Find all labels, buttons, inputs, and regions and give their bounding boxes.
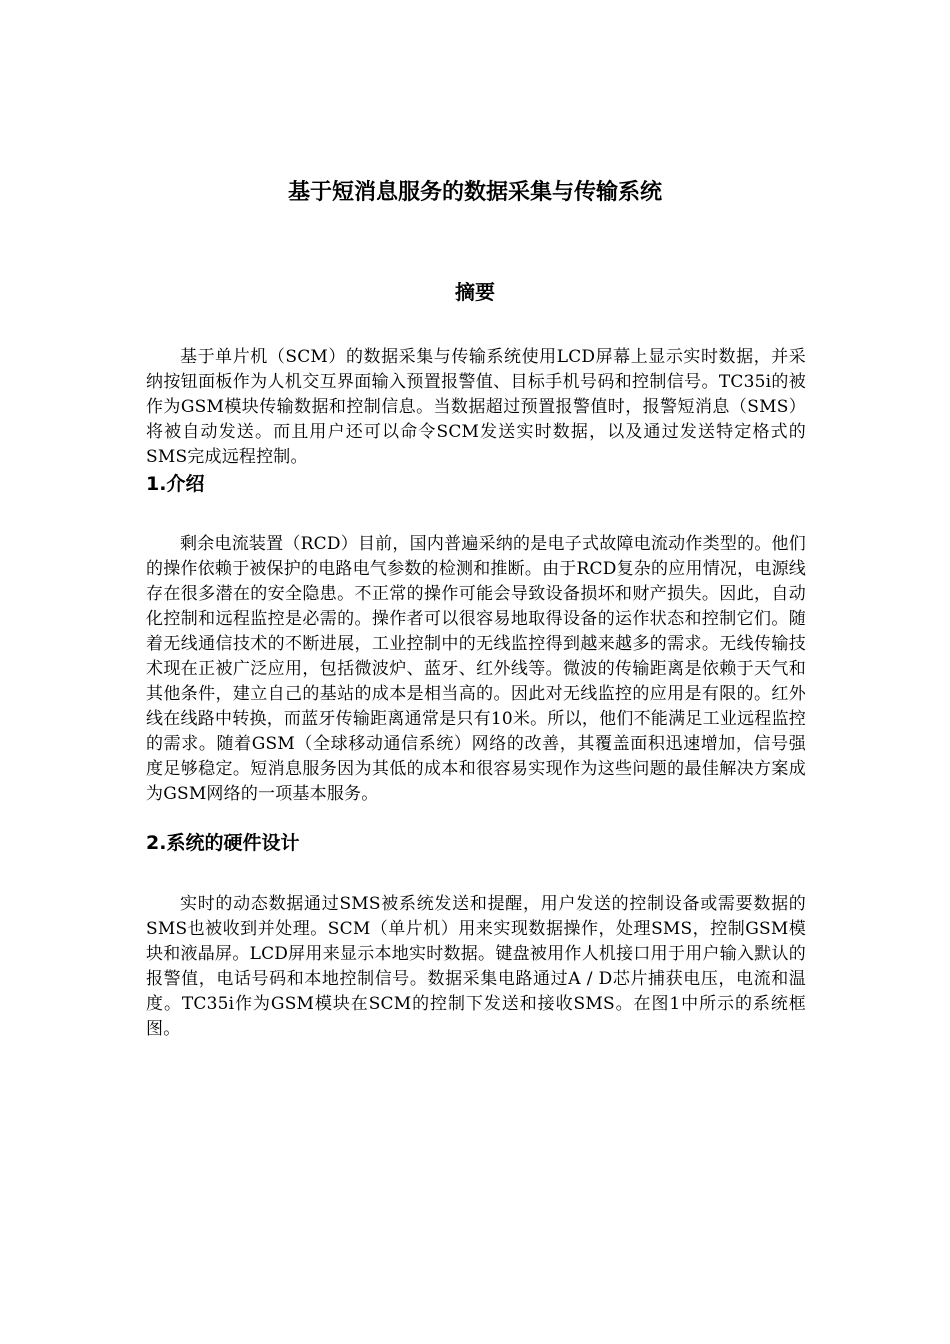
abstract-paragraph: 基于单片机（SCM）的数据采集与传输系统使用LCD屏幕上显示实时数据，并采纳按钮面板作为人机交互界面输入预置报警值、目标手机号码和控制信号。TC35i的被作为GSM模块传输数据和控制信息。当数据超过预置报警值时，报警短消息（SMS）将被自动发送。而且用户还可以命令SCM发送实时数据，以及通过发送特定格式的SMS完成远程控制。	[146, 347, 806, 467]
document-title: 基于短消息服务的数据采集与传输系统	[287, 180, 662, 205]
introduction-paragraph: 剩余电流装置（RCD）目前，国内普遍采纳的是电子式故障电流动作类型的。他们的操作依赖于被保护的电路电气参数的检测和推断。由于RCD复杂的应用情况，电源线存在很多潜在的安全隐患。不正常的操作可能会导致设备损坏和财产损失。因此，自动化控制和远程监控是必需的。操作者可以很容易地取得设备的运作状态和控制它们。随着无线通信技术的不断进展，工业控制中的无线监控得到越来越多的需求。无线传输技术现在正被广泛应用，包括微波炉、蓝牙、红外线等。微波的传输距离是依赖于天气和其他条件，建立自己的基站的成本是相当高的。因此对无线监控的应用是有限的。红外线在线路中转换，而蓝牙传输距离通常是只有10米。所以，他们不能满足工业远程监控的需求。随着GSM（全球移动通信系统）网络的改善，其覆盖面积迅速增加，信号强度足够稳定。短消息服务因为其低的成本和很容易实现作为这些问题的最佳解决方案成为GSM网络的一项基本服务。	[146, 534, 806, 804]
abstract-heading: 摘要	[455, 280, 495, 304]
hardware-design-paragraph: 实时的动态数据通过SMS被系统发送和提醒，用户发送的控制设备或需要数据的SMS也被收到并处理。SCM（单片机）用来实现数据操作，处理SMS，控制GSM模块和液晶屏。LCD屏用来显示本地实时数据。键盘被用作人机接口用于用户输入默认的报警值，电话号码和本地控制信号。数据采集电路通过A / D芯片捕获电压，电流和温度。TC35i作为GSM模块在SCM的控制下发送和接收SMS。在图1中所示的系统框图。	[146, 894, 806, 1039]
section-heading-hardware-design: 2.系统的硬件设计	[146, 832, 300, 854]
section-heading-introduction: 1.介绍	[146, 473, 205, 495]
